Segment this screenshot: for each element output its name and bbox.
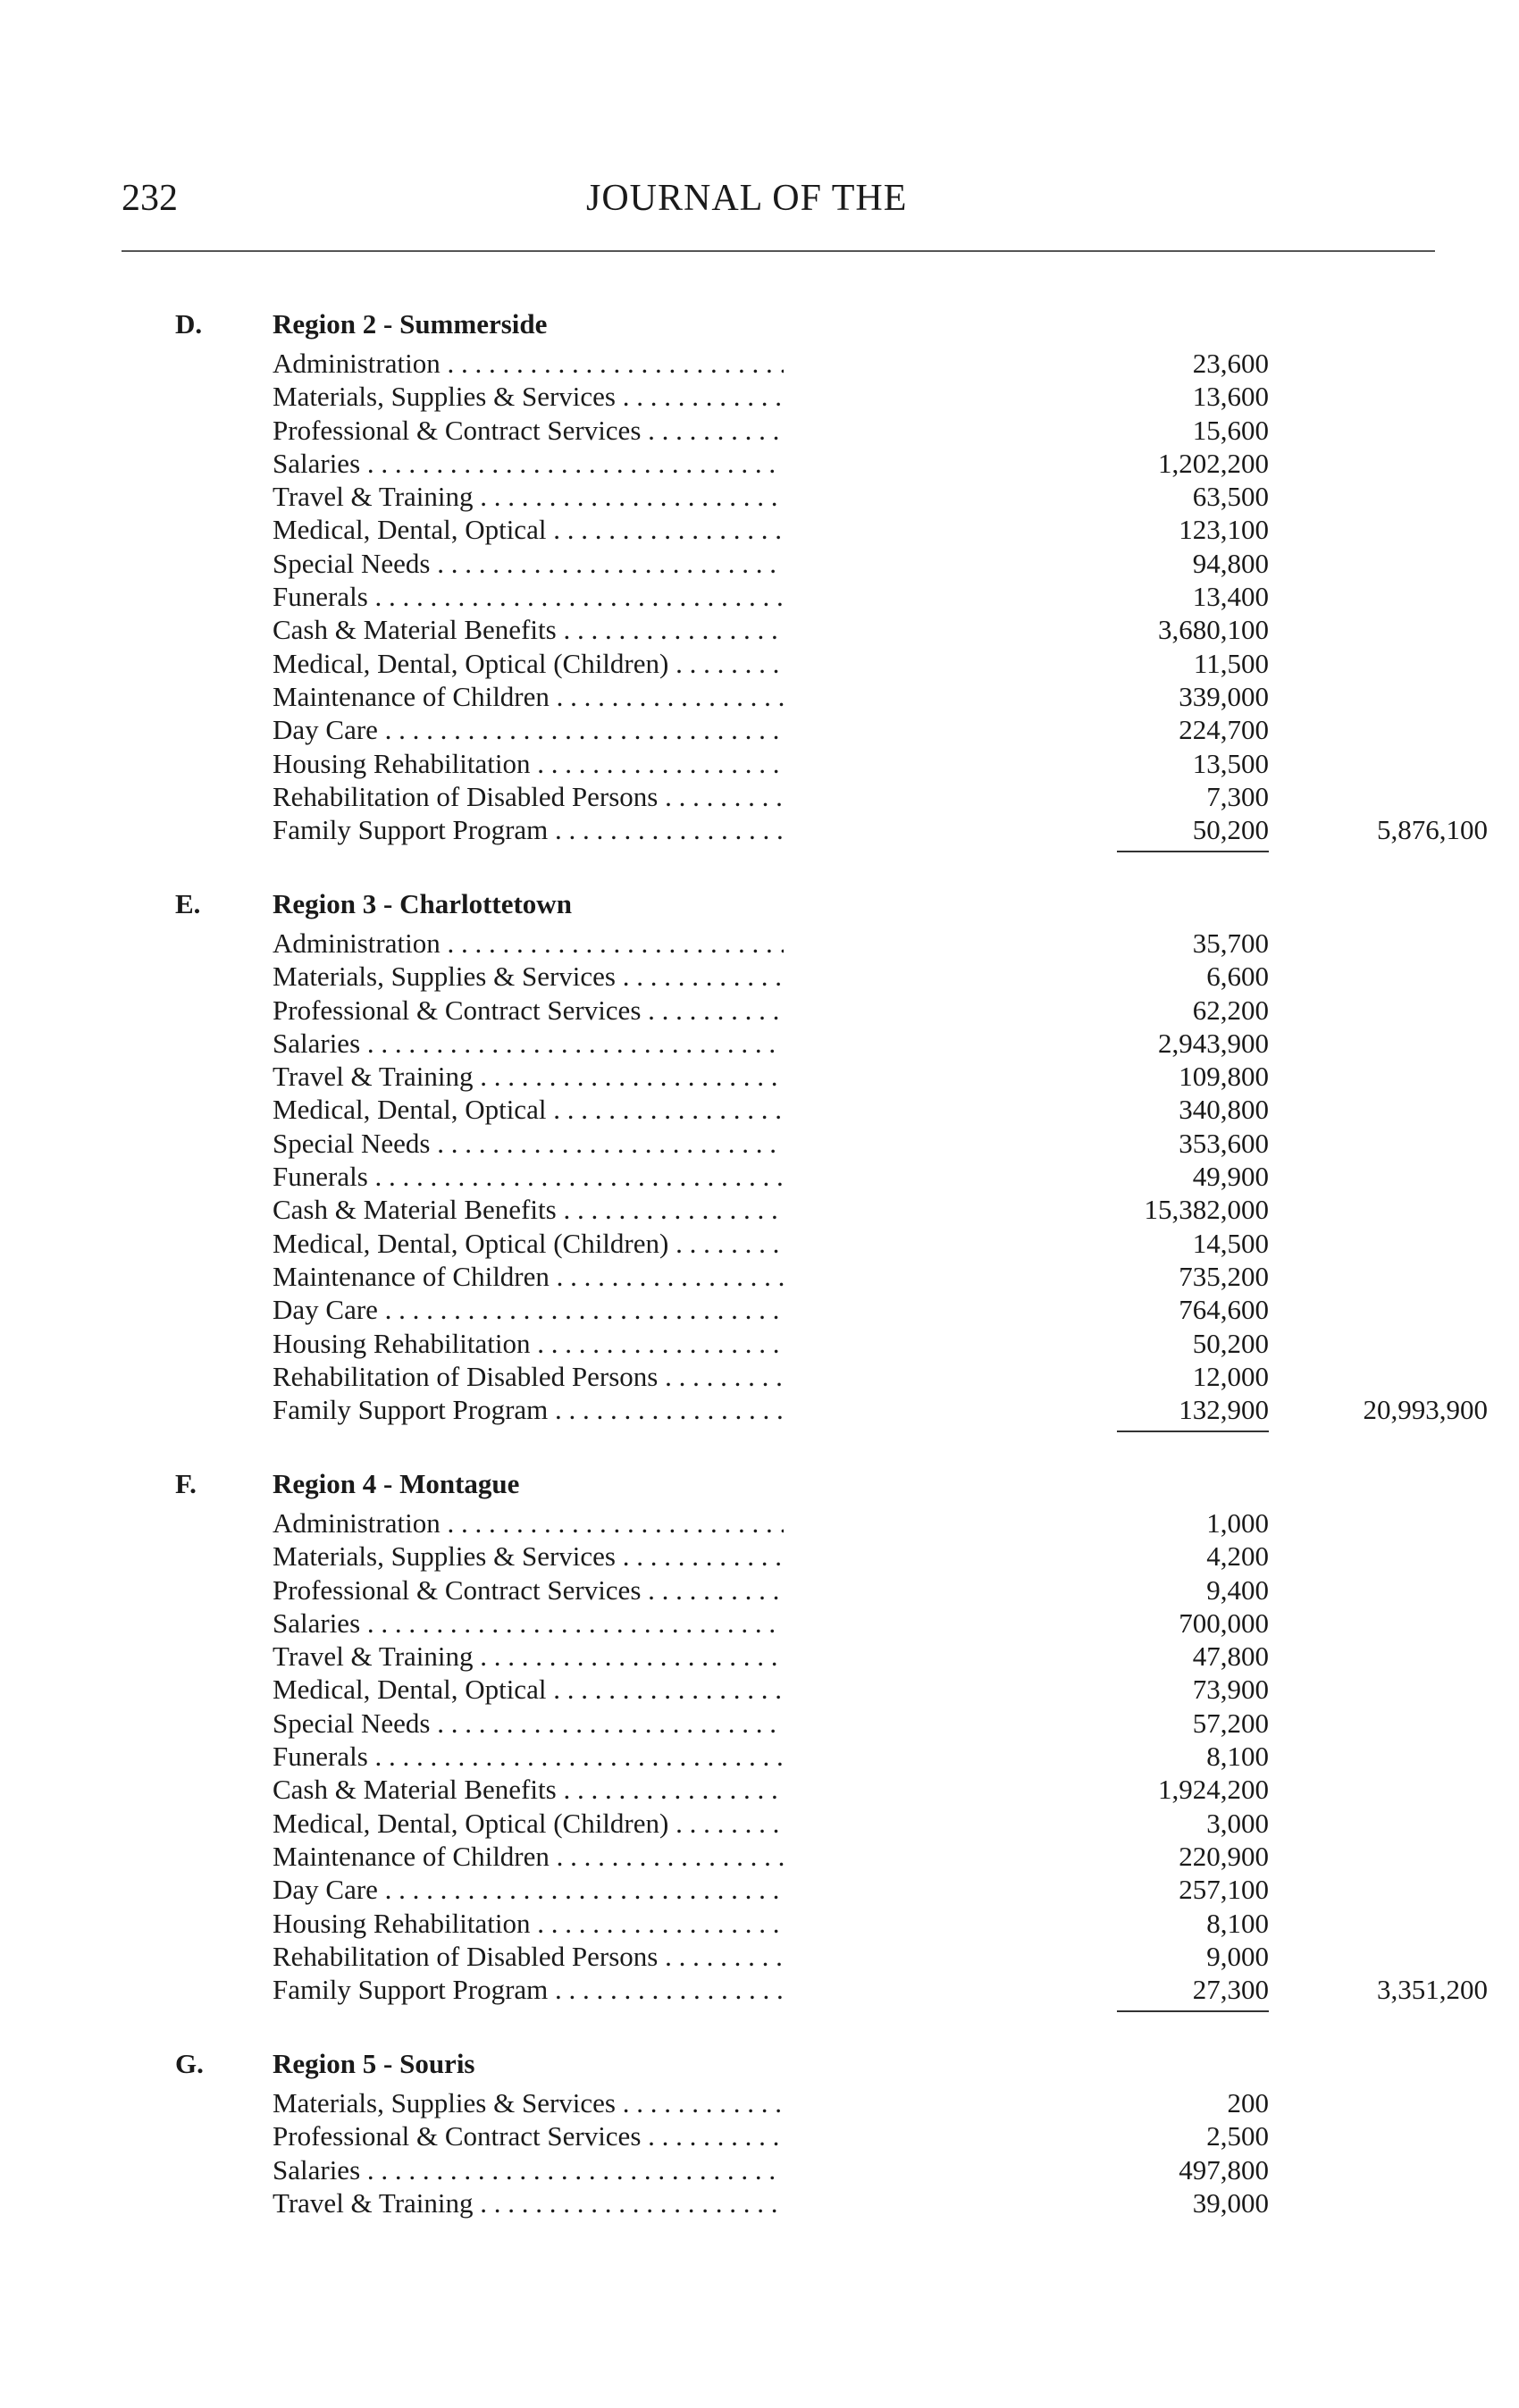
line-item	[273, 927, 1269, 960]
line-item-label	[273, 680, 784, 713]
line-item	[273, 1060, 1269, 1093]
line-item	[273, 1506, 1269, 1540]
line-item-label-text: Day Care	[273, 1874, 378, 1906]
line-item-label-text: Day Care	[273, 714, 378, 746]
line-item-amount: 220,900	[1179, 1840, 1269, 1872]
line-item-label	[273, 2153, 784, 2186]
line-item	[273, 1327, 1269, 1360]
line-item	[273, 994, 1269, 1027]
line-item-label-text: Professional & Contract Services	[273, 994, 642, 1026]
line-item-amount: 497,800	[1179, 2153, 1269, 2186]
line-item-amount: 11,500	[1193, 647, 1269, 679]
line-item-label-text: Medical, Dental, Optical (Children)	[273, 1227, 669, 1259]
line-item	[273, 960, 1269, 993]
line-item-label	[273, 1393, 784, 1426]
line-item-label	[273, 380, 784, 413]
line-item-amount: 132,900	[1179, 1394, 1269, 1426]
line-item	[273, 2086, 1269, 2119]
line-item	[273, 813, 1488, 846]
line-item-label	[273, 960, 784, 993]
line-item-label-text: Special Needs	[273, 1127, 431, 1159]
line-item	[273, 1393, 1488, 1426]
header-rule	[122, 250, 1435, 252]
line-item-amount: 13,400	[1192, 581, 1269, 613]
line-item-label-text: Professional & Contract Services	[273, 2120, 642, 2152]
line-item-amount: 3,000	[1206, 1807, 1269, 1839]
line-item-label	[273, 480, 784, 513]
line-item-label	[273, 994, 784, 1027]
line-item-amount: 50,200	[1192, 1327, 1269, 1359]
line-item-label-text: Cash & Material Benefits	[273, 614, 557, 646]
line-item-label	[273, 2086, 784, 2119]
section-total: 5,876,100	[1377, 814, 1488, 846]
line-item-label	[273, 1260, 784, 1293]
line-item-label	[273, 1873, 784, 1906]
line-item-label-text: Medical, Dental, Optical	[273, 1674, 547, 1706]
line-item-label-text: Rehabilitation of Disabled Persons	[273, 780, 659, 812]
line-item	[273, 347, 1269, 380]
section-letter: E.	[175, 888, 201, 919]
line-item-label	[273, 1027, 784, 1060]
line-item-amount: 6,600	[1206, 961, 1269, 993]
line-item	[273, 680, 1269, 713]
line-item-label	[273, 1573, 784, 1607]
line-item-label	[273, 780, 784, 813]
line-item	[273, 1293, 1269, 1326]
line-item-label	[273, 414, 784, 447]
line-item-label-text: Rehabilitation of Disabled Persons	[273, 1940, 659, 1972]
line-item-label	[273, 547, 784, 580]
line-item-label-text: Salaries	[273, 1027, 361, 1059]
line-item	[273, 513, 1269, 546]
line-item-label	[273, 927, 784, 960]
line-item-label-text: Cash & Material Benefits	[273, 1194, 557, 1226]
line-item-label-text: Family Support Program	[273, 814, 549, 846]
line-item	[273, 1127, 1269, 1160]
line-item-label-text: Travel & Training	[273, 1061, 474, 1093]
line-item	[273, 1707, 1269, 1740]
line-item-amount: 2,943,900	[1158, 1027, 1269, 1059]
line-item-label-text: Materials, Supplies & Services	[273, 961, 616, 993]
line-item-amount: 2,500	[1206, 2120, 1269, 2152]
line-item-label	[273, 613, 784, 646]
line-item-label	[273, 1093, 784, 1126]
line-item-label-text: Day Care	[273, 1294, 378, 1326]
line-item-amount: 4,200	[1206, 1540, 1269, 1573]
line-item-amount: 49,900	[1192, 1161, 1269, 1193]
line-item-amount: 3,680,100	[1158, 614, 1269, 646]
line-item-label	[273, 1607, 784, 1640]
line-item-label-text: Funerals	[273, 1161, 368, 1193]
line-item-amount: 27,300	[1192, 1974, 1269, 2006]
line-item-label-text: Administration	[273, 927, 441, 959]
line-item-amount: 35,700	[1192, 927, 1269, 959]
line-item-amount: 1,924,200	[1158, 1774, 1269, 1806]
line-item-label	[273, 1840, 784, 1873]
line-item-amount: 14,500	[1192, 1227, 1269, 1259]
line-item-label-text: Administration	[273, 1507, 441, 1539]
line-item	[273, 1540, 1269, 1573]
line-item-label-text: Family Support Program	[273, 1394, 549, 1426]
line-item-label	[273, 1227, 784, 1260]
line-item-label	[273, 1807, 784, 1840]
line-item-label	[273, 1327, 784, 1360]
line-item-label-text: Travel & Training	[273, 2186, 474, 2219]
line-item-label-text: Salaries	[273, 447, 361, 479]
line-item-label	[273, 2186, 784, 2219]
line-item-label	[273, 1973, 784, 2006]
line-item-label	[273, 1360, 784, 1393]
line-item-label-text: Maintenance of Children	[273, 1840, 550, 1872]
line-item-label	[273, 1193, 784, 1226]
line-item-amount: 1,000	[1206, 1507, 1269, 1539]
line-item-amount: 109,800	[1179, 1061, 1269, 1093]
line-item	[273, 1607, 1269, 1640]
line-item	[273, 1093, 1269, 1126]
line-item-label-text: Professional & Contract Services	[273, 1573, 642, 1606]
line-item-label	[273, 713, 784, 746]
line-item-label	[273, 1640, 784, 1673]
line-item-label-text: Rehabilitation of Disabled Persons	[273, 1360, 659, 1392]
line-item-amount: 12,000	[1192, 1360, 1269, 1392]
line-item-label-text: Housing Rehabilitation	[273, 1907, 531, 1939]
line-item-label	[273, 513, 784, 546]
line-item	[273, 1773, 1269, 1806]
line-item-label	[273, 447, 784, 480]
line-item-list	[273, 347, 1488, 846]
section-title: Region 3 - Charlottetown	[273, 888, 572, 919]
line-item	[273, 414, 1269, 447]
line-item	[273, 1973, 1488, 2006]
line-item	[273, 2186, 1269, 2219]
section-letter: D.	[175, 308, 203, 340]
line-item-amount: 340,800	[1179, 1094, 1269, 1126]
line-item	[273, 1940, 1269, 1973]
line-item	[273, 1740, 1269, 1773]
line-item-label	[273, 1707, 784, 1740]
line-item-label	[273, 2119, 784, 2152]
line-item-label	[273, 1907, 784, 1940]
line-item-label-text: Salaries	[273, 1607, 361, 1639]
line-item	[273, 380, 1269, 413]
line-item-label	[273, 1940, 784, 1973]
line-item-label	[273, 1673, 784, 1706]
line-item-amount: 9,000	[1206, 1940, 1269, 1972]
line-item-label-text: Materials, Supplies & Services	[273, 2087, 616, 2119]
line-item	[273, 780, 1269, 813]
line-item	[273, 580, 1269, 613]
line-item-amount: 764,600	[1179, 1294, 1269, 1326]
line-item	[273, 1193, 1269, 1226]
line-item-label	[273, 1540, 784, 1573]
line-item	[273, 1260, 1269, 1293]
line-item-label	[273, 747, 784, 780]
subtotal-rule	[1117, 851, 1269, 852]
line-item-label-text: Materials, Supplies & Services	[273, 381, 616, 413]
line-item-amount: 39,000	[1192, 2186, 1269, 2219]
line-item-amount: 257,100	[1179, 1874, 1269, 1906]
line-item-amount: 735,200	[1179, 1260, 1269, 1292]
section-letter: F.	[175, 1468, 197, 1499]
line-item-label-text: Special Needs	[273, 547, 431, 579]
line-item	[273, 1807, 1269, 1840]
line-item-amount: 224,700	[1179, 714, 1269, 746]
line-item-label-text: Travel & Training	[273, 1640, 474, 1673]
line-item-amount: 73,900	[1192, 1674, 1269, 1706]
line-item	[273, 1640, 1269, 1673]
line-item	[273, 1360, 1269, 1393]
line-item	[273, 2119, 1269, 2152]
line-item-label-text: Cash & Material Benefits	[273, 1774, 557, 1806]
line-item-amount: 9,400	[1206, 1573, 1269, 1606]
line-item-list	[273, 2086, 1269, 2219]
line-item-label-text: Medical, Dental, Optical	[273, 514, 547, 546]
line-item-list	[273, 927, 1488, 1426]
line-item-label-text: Special Needs	[273, 1707, 431, 1739]
line-item-amount: 7,300	[1206, 780, 1269, 812]
line-item-label-text: Administration	[273, 348, 441, 379]
subtotal-rule	[1117, 1431, 1269, 1432]
line-item-label-text: Medical, Dental, Optical (Children)	[273, 1807, 669, 1839]
line-item-label	[273, 1160, 784, 1193]
line-item-label-text: Maintenance of Children	[273, 1260, 550, 1292]
line-item-amount: 15,600	[1192, 414, 1269, 446]
line-item	[273, 1873, 1269, 1906]
line-item-label-text: Medical, Dental, Optical	[273, 1094, 547, 1126]
line-item-label-text: Funerals	[273, 1741, 368, 1773]
line-item-label	[273, 1127, 784, 1160]
line-item-amount: 13,500	[1192, 747, 1269, 779]
line-item	[273, 647, 1269, 680]
line-item-label	[273, 1740, 784, 1773]
line-item-amount: 353,600	[1179, 1127, 1269, 1159]
line-item-label-text: Materials, Supplies & Services	[273, 1540, 616, 1573]
line-item-label	[273, 1506, 784, 1540]
line-item-label-text: Medical, Dental, Optical (Children)	[273, 647, 669, 679]
line-item-amount: 200	[1227, 2087, 1269, 2119]
page-header	[122, 177, 1435, 231]
running-title: JOURNAL OF THE	[586, 178, 908, 219]
line-item	[273, 480, 1269, 513]
line-item-list	[273, 1506, 1488, 2006]
section-total: 3,351,200	[1377, 1974, 1488, 2006]
line-item-amount: 8,100	[1206, 1907, 1269, 1939]
line-item-label-text: Funerals	[273, 581, 368, 613]
line-item-amount: 700,000	[1179, 1607, 1269, 1639]
line-item-amount: 15,382,000	[1144, 1194, 1269, 1226]
line-item-amount: 47,800	[1192, 1640, 1269, 1673]
line-item	[273, 1907, 1269, 1940]
line-item	[273, 1840, 1269, 1873]
line-item-amount: 339,000	[1179, 680, 1269, 712]
line-item-amount: 1,202,200	[1158, 447, 1269, 479]
line-item-label	[273, 1293, 784, 1326]
line-item	[273, 1027, 1269, 1060]
line-item-amount: 63,500	[1192, 481, 1269, 513]
line-item	[273, 1227, 1269, 1260]
line-item-amount: 123,100	[1179, 514, 1269, 546]
line-item-label	[273, 1060, 784, 1093]
line-item-label-text: Housing Rehabilitation	[273, 747, 531, 779]
line-item	[273, 713, 1269, 746]
line-item	[273, 447, 1269, 480]
line-item-amount: 62,200	[1192, 994, 1269, 1026]
line-item	[273, 2153, 1269, 2186]
line-item-label-text: Housing Rehabilitation	[273, 1327, 531, 1359]
section-letter: G.	[175, 2048, 204, 2079]
section-title: Region 2 - Summerside	[273, 308, 548, 340]
section-title: Region 4 - Montague	[273, 1468, 520, 1499]
section-total: 20,993,900	[1363, 1394, 1488, 1426]
line-item-label-text: Maintenance of Children	[273, 680, 550, 712]
line-item-label	[273, 347, 784, 380]
line-item-label-text: Professional & Contract Services	[273, 414, 642, 446]
line-item	[273, 613, 1269, 646]
line-item-amount: 8,100	[1206, 1741, 1269, 1773]
page-number: 232	[122, 178, 178, 219]
line-item-label-text: Travel & Training	[273, 481, 474, 513]
section-title: Region 5 - Souris	[273, 2048, 475, 2079]
line-item-label-text: Family Support Program	[273, 1974, 549, 2006]
line-item	[273, 1673, 1269, 1706]
line-item	[273, 547, 1269, 580]
line-item-label	[273, 580, 784, 613]
line-item-amount: 57,200	[1192, 1707, 1269, 1739]
line-item-amount: 13,600	[1192, 381, 1269, 413]
line-item-amount: 50,200	[1192, 814, 1269, 846]
line-item-amount: 94,800	[1192, 547, 1269, 579]
line-item-label	[273, 647, 784, 680]
subtotal-rule	[1117, 2010, 1269, 2012]
line-item-amount: 23,600	[1192, 348, 1269, 379]
line-item	[273, 1573, 1269, 1607]
line-item	[273, 1160, 1269, 1193]
line-item	[273, 747, 1269, 780]
line-item-label	[273, 813, 784, 846]
line-item-label-text: Salaries	[273, 2153, 361, 2186]
line-item-label	[273, 1773, 784, 1806]
